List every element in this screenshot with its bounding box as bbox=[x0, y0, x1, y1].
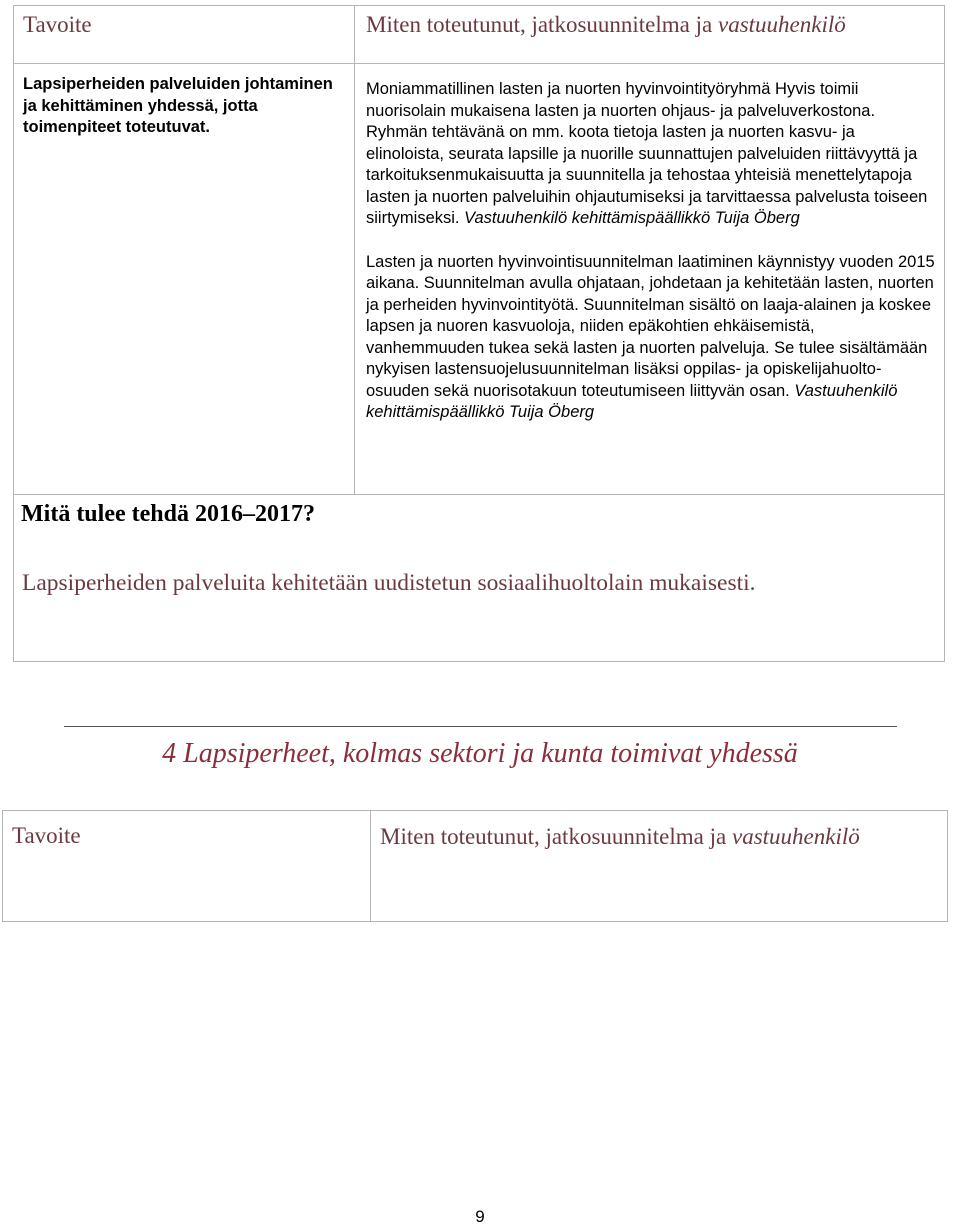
responsible-person: Vastuuhenkilö kehittämispäällikkö Tuija Öberg bbox=[464, 209, 800, 227]
goal-cell: Lapsiperheiden palveluiden johtaminen ja kehittäminen yhdessä, jotta toimenpiteet toteutuvat. bbox=[23, 75, 333, 136]
table-border bbox=[13, 5, 14, 662]
responsible-person: Vastuuhenkilö kehittämispäällikkö Tuija Öberg bbox=[366, 381, 898, 421]
page-number: 9 bbox=[475, 1207, 485, 1226]
goals-table-1 bbox=[13, 5, 945, 662]
table-border bbox=[13, 661, 945, 662]
goal-header: Tavoite bbox=[12, 823, 81, 848]
table-border bbox=[2, 810, 948, 811]
question-title: Mitä tulee tehdä 2016–2017? bbox=[21, 501, 315, 527]
status-header bbox=[380, 822, 940, 852]
status-header bbox=[366, 11, 846, 39]
paragraph-text: Moniammatillinen lasten ja nuorten hyvinvointityöryhmä Hyvis toimii nuorisolain mukaisena lasten ja nuorten ohjaus- ja palveluverkostona. Ryhmän tehtävänä on mm. koota tietoja lasten ja nuorten kasvu- ja elinoloista, seurata lapsille ja nuorille suunnattujen palveluiden riittävyyttä ja tarkoituksenmukaisuutta ja suunnitella ja tehostaa yhteisiä menettelytapoja lasten ja nuorten palveluihin ohjautumiseksi ja tarvittaessa palvelusta toiseen siirtymiseksi. bbox=[366, 80, 928, 227]
table-border bbox=[947, 810, 948, 922]
goals-table-2 bbox=[2, 810, 948, 922]
table-border bbox=[944, 5, 945, 662]
table-border bbox=[2, 810, 3, 922]
status-cell bbox=[366, 79, 936, 424]
table-border bbox=[13, 494, 945, 495]
status-header-text: Miten toteutunut, jatkosuunnitelma ja bbox=[366, 12, 718, 37]
status-header-text: Miten toteutunut, jatkosuunnitelma ja bbox=[380, 824, 732, 849]
section-divider bbox=[64, 726, 897, 727]
status-header-italic: vastuuhenkilö bbox=[731, 824, 860, 849]
table-border bbox=[354, 5, 355, 494]
table-border bbox=[13, 5, 945, 6]
table-border bbox=[370, 810, 371, 922]
goal-header: Tavoite bbox=[23, 12, 92, 37]
status-header-italic: vastuuhenkilö bbox=[717, 12, 846, 37]
question-answer: Lapsiperheiden palveluita kehitetään uudistetun sosiaalihuoltolain mukaisesti. bbox=[22, 570, 756, 596]
paragraph-text: Lasten ja nuorten hyvinvointisuunnitelman laatiminen käynnistyy vuoden 2015 aikana. Suunnitelman avulla ohjataan, johdetaan ja kehitetään lasten, nuorten ja perheiden hyvinvointityötä. Suunnitelman sisältö on laaja-alainen ja koskee lapsen ja nuoren kasvuoloja, niiden epäkohtien ehkäisemistä, vanhemmuuden tukea sekä lasten ja nuorten palveluja. Se tulee sisältämään nykyisen lastensuojelusuunnitelman lisäksi oppilas- ja opiskelijahuolto-osuuden sekä nuorisotakuun toteutumiseen liittyvän osan. bbox=[366, 252, 935, 400]
table-border bbox=[13, 63, 945, 64]
status-paragraph-2 bbox=[366, 252, 936, 424]
status-paragraph-1 bbox=[366, 79, 936, 230]
table-border bbox=[2, 921, 948, 922]
section-title: 4 Lapsiperheet, kolmas sektori ja kunta toimivat yhdessä bbox=[162, 738, 798, 769]
